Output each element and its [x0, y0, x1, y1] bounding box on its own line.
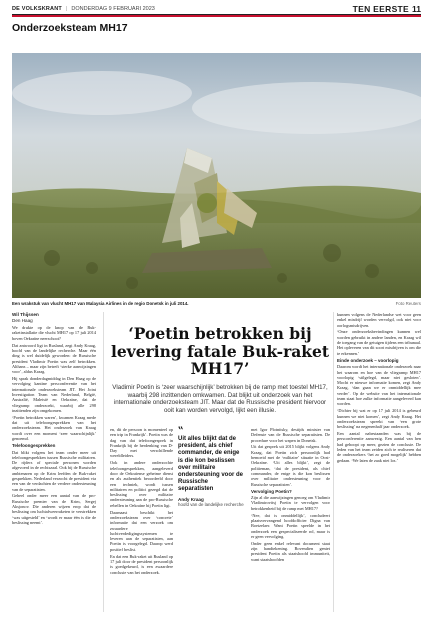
paragraph: en, dit de persoon is momenteel op een trip in Frankrijk’. Poetin was de dag van dat telefoongesprek in Frankrijk bij de herdenking van D-Day met verschillende wereldleiders. [110, 427, 173, 459]
photo-caption [12, 301, 421, 306]
paragraph: Zijn al die aanwijzingen genoeg om Vladimir Vladimirovitsj Poetin te vervolgen voor betrokkenheid bij de ramp met MH17? [251, 495, 330, 511]
paragraph: Onder geen enkel relevant document staat zijn handtekening. Bovendien geniet president Poetin als staatshoofd immuniteit, want staatshoofden [251, 540, 330, 562]
author-name: Wil Thijssen [12, 312, 39, 317]
subheading: Einde onderzoek – voorlopig [337, 357, 399, 363]
column-divider [333, 312, 334, 612]
kicker: Onderzoeksteam MH17 [12, 22, 128, 34]
masthead [12, 3, 421, 15]
paragraph: Geheel onder meer een aantal van de pro-Russische premier van de Krim, Sergej Aksjonov. Die anderen wijzen erop dat de beslissing om luchtafweerraketen te verstrekken ‘was uitgesteld’ en ‘wordt er maar één is die de beslissing neemt’. [12, 493, 96, 525]
article-column-2 [110, 427, 173, 576]
quote-name: Andy Kraag [178, 496, 204, 502]
page-number: 11 [412, 3, 421, 14]
quote-mark-icon: ‟ [178, 426, 184, 437]
masthead-separator: | [65, 5, 68, 12]
author-place: Den Haag [12, 317, 33, 323]
quote-role: hoofd van de landelijke recherche [178, 501, 244, 507]
paragraph: kunnen volgens de Nederlandse wet voor geen enkel misdrijf worden vervolgd, ook niet voor oorlogsmisdrijven. [337, 312, 421, 328]
wreckage-illustration [12, 53, 421, 298]
headline: ‘Poetin betrokken bij levering fatale Buk-raket MH17’ [110, 324, 330, 378]
paragraph: ‘Poetin betrokken waren’, kwamen Kraag mede dat uit telefoongesprekken van het onderzoeksteam. Het onderzoek van Kraag wordt over een moment ‘zeer waarschijnlijk’ genoemd. [12, 414, 96, 441]
section-name: TEN EERSTE [352, 3, 409, 14]
paragraph: Hij sprak donderdagmiddag in Den Haag op de vervolging kantine persconferentie van het internationale onderzoeksteam JIT. Het Joint Investigation Team van Nederland, België, Australië, Maleisië en Oekraïne, dat de vliegramp onderzoekt, waarbij alle 298 inzittenden zijn omgekomen. [12, 376, 96, 413]
column-divider [103, 312, 104, 612]
paragraph: Daarom wordt het internationale onderzoek naar het waarom en hoe van de vliegramp MH17 voorlopig ‘stilgelegd, maar niet gesloten’. Mocht er nieuwe informatie komen, zegt Andy Kraag, ‘dan gaan we er onmiddellijk mee verder’. Op de website van het internationale team staat hoe zulke informatie aangeleverd kan worden. [337, 364, 421, 407]
article-column-3 [251, 427, 330, 564]
pull-quote [178, 427, 245, 507]
quote-text: Uit alles blijkt dat de president, als chief commander, de enige is die kon beslissen over militaire ondersteuning voor de Russische separatisten [178, 436, 244, 493]
paragraph: ‘Dichter bij wat er op 17 juli 2014 is gebeurd kunnen we niet komen’, zegt Andy Kraag. Het onderzoeksteam spreekt van ‘een grote beslissing’ na negenenhalf jaar onderzoek. [337, 408, 421, 430]
photo-credit: Foto Reuters [395, 301, 421, 306]
paragraph: Dat blikt volgens het team onder meer uit telefoongesprekken tussen Russische militairen. De rijders of speciale personen worden afgevoerd in de rechtszaal. Ook bij de Russische ambtenaren op de Krim leefden de Buk-raket gesprekken. Nederland verzocht de president via een van de verdachten de verdere ondersteuning van de separatisten. [12, 449, 96, 492]
paragraph: met Igor Plotnitsky, destijds minister van Defensie van de Russische separatisten. De procedure voor het wapen in Donetsk. [251, 427, 330, 443]
subheading: Telefoongesprekken [12, 443, 56, 449]
article-column-1 [12, 312, 96, 527]
byline [12, 312, 96, 323]
issue-date: DONDERDAG 9 FEBRUARI 2023 [71, 5, 155, 12]
paragraph: Een aantal nabestaanden was bij de persconferentie aanwezig. Een aantal van hen had gehoopt op meer, gezien de conclusie. De leden van het team zeiden zich te realiseren dat de onderzoekers ‘het zo goed mogelijk’ hebben gedaan. ‘We laten de zaak niet los.’ [337, 431, 421, 463]
paragraph: Dat antwoord ligt in Rusland, zegt Andy Kraag, hoofd van de landelijke recherche. Maar één ding is wel duidelijk geworden: de Russische president Vladimir Poetin was zelf betrokken. Althans – maar zijn betreft ‘sterke aanwijzingen voor’, aldus Kraag. [12, 342, 96, 375]
paragraph: ‘Onze onderzoeksbevindingen kunnen wel worden gebruikt in andere landen, en Kraag wil de toegang van de getuigen tijdens een tribunaal. Het opleveren van dit soort misdrijven is om die te erkennen.’ [337, 329, 421, 356]
standfirst: Vladimir Poetin is ‘zeer waarschijnlijk’ betrokken bij de ramp met toestel MH17, waarbij 298 inzittenden omkwamen. Dat blijkt uit onderzoek van het internationale onderzoeksteam JIT. Maar dat de Russische president hiervoor ooit kan worden vervolgd, lijkt een illusie. [112, 384, 328, 414]
paragraph: ‘Nee, dat is onmiddellijk’, concludeert plaatsvervangend hoofdofficier Digna van Boetzelaer. Want Poetin speelde in het onderzoek een gespecialiseerde rol, maar is er geen vervolging. [251, 512, 330, 539]
caption-text: Een wrakstuk van vlucht MH17 van Malaysia Airlines in de regio Donetsk in juli 2014. [12, 301, 189, 306]
wreckage-photo [12, 53, 421, 298]
paragraph: We drukte op de knop van de Buk-raketinstallatie die vlucht MH17 op 17 juli 2014 boven Oekraïne neerschoot? [12, 325, 96, 341]
paragraph: Uit dat gesprek uit 2015 blijkt volgens Andy Kraag, dat Poetin zich persoonlijk had bemoeid met de ‘militaire’ situatie in Oost-Oekraïne. ‘Uit alles blijkt’, zegt de politieman, ‘dat de president, als chief commander, de enige is die kon beslissen over militaire ondersteuning voor de Russische separatisten’. [251, 444, 330, 487]
paragraph: En dat een Buk-raket uit Rusland op 17 juli door de president persoonlijk is goedgekeurd, is een zwaardere conclusie van het onderzoek. [110, 553, 173, 575]
article-column-4 [337, 312, 421, 464]
paragraph: Ook in andere onderzochte telefoongesprekken, aangeleverd door de Oekraïense geheime dienst en als authentiek beoordeeld door een techniek, wordt tussen militairen en politici gezegd dat de beslissing over militaire ondersteuning aan de pro-Russische rebellen in Oekraïne bij Poetin ligt. [110, 460, 173, 508]
newspaper-name: DE VOLKSKRANT [12, 5, 62, 12]
header-rule [12, 15, 421, 17]
paragraph: Daarnaast beschikt het onderzoeksteam over ‘concrete’ informatie dat een verzoek om zwaardere luchtverdedigingssystemen te leveren aan de separatisten, aan Poetin is voorgelegd. Daarop werd positief beslist. [110, 509, 173, 552]
subheading: Vervolging Poetin? [251, 488, 292, 494]
